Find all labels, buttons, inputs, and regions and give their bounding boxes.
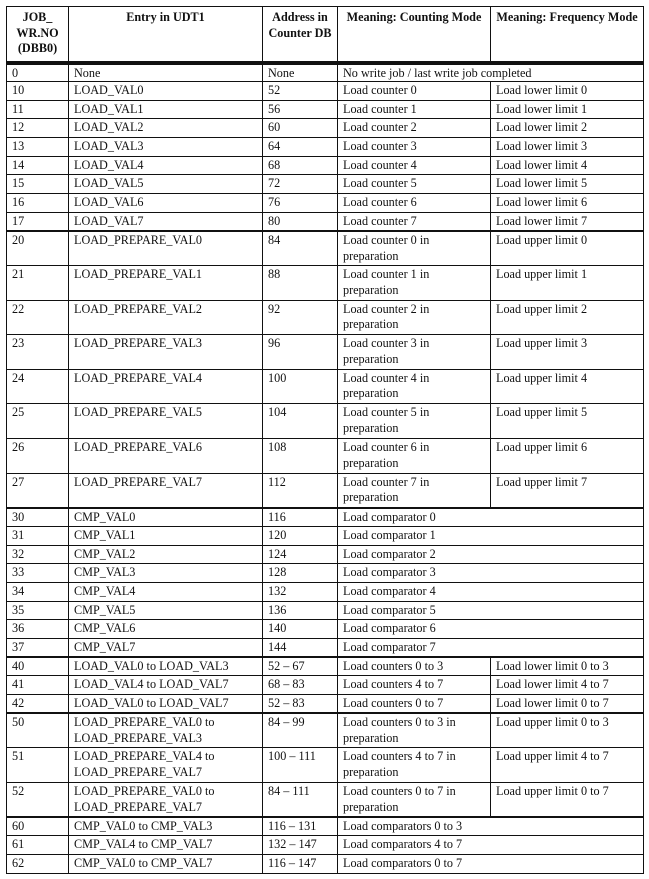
job-no-cell: 35 [7, 601, 69, 620]
address-cell: 100 – 111 [263, 748, 338, 783]
frequency-mode-cell: Load lower limit 7 [491, 212, 644, 231]
job-no-cell: 60 [7, 817, 69, 836]
job-no-cell: 42 [7, 695, 69, 714]
header-row [7, 7, 644, 63]
counting-mode-cell: Load counters 4 to 7 [338, 676, 491, 695]
table-row [7, 748, 644, 783]
frequency-mode-cell: Load upper limit 2 [491, 300, 644, 335]
table-row [7, 212, 644, 231]
frequency-mode-cell: Load upper limit 0 to 7 [491, 783, 644, 818]
frequency-mode-cell: Load lower limit 0 to 3 [491, 657, 644, 676]
address-cell: 60 [263, 119, 338, 138]
address-cell: 84 – 99 [263, 713, 338, 748]
job-no-cell: 27 [7, 473, 69, 508]
counting-mode-cell: Load comparator 5 [338, 601, 644, 620]
job-no-cell: 51 [7, 748, 69, 783]
table-row [7, 266, 644, 301]
entry-cell: LOAD_PREPARE_VAL1 [69, 266, 263, 301]
address-cell: 56 [263, 100, 338, 119]
address-cell: 52 – 67 [263, 657, 338, 676]
frequency-mode-cell: Load lower limit 0 to 7 [491, 695, 644, 714]
address-cell: 116 – 147 [263, 854, 338, 873]
entry-cell: LOAD_VAL0 to LOAD_VAL7 [69, 695, 263, 714]
counting-mode-cell: Load counter 6 in preparation [338, 439, 491, 474]
counting-mode-cell: No write job / last write job completed [338, 63, 644, 82]
table-row [7, 854, 644, 873]
job-no-cell: 23 [7, 335, 69, 370]
table-row [7, 564, 644, 583]
table-row [7, 156, 644, 175]
address-cell: 132 [263, 583, 338, 602]
job-no-cell: 25 [7, 404, 69, 439]
counting-mode-cell: Load comparators 4 to 7 [338, 836, 644, 855]
frequency-mode-cell: Load lower limit 1 [491, 100, 644, 119]
entry-cell: LOAD_PREPARE_VAL2 [69, 300, 263, 335]
counting-mode-cell: Load counter 0 in preparation [338, 231, 491, 266]
table-row [7, 100, 644, 119]
table-row [7, 526, 644, 545]
entry-cell: CMP_VAL2 [69, 545, 263, 564]
table-row [7, 601, 644, 620]
job-no-cell: 50 [7, 713, 69, 748]
job-no-cell: 17 [7, 212, 69, 231]
counting-mode-cell: Load counter 1 [338, 100, 491, 119]
job-no-cell: 52 [7, 783, 69, 818]
job-write-table [6, 6, 644, 874]
entry-cell: LOAD_PREPARE_VAL4 [69, 369, 263, 404]
address-cell: 144 [263, 639, 338, 658]
job-no-cell: 12 [7, 119, 69, 138]
job-no-cell: 10 [7, 82, 69, 101]
counting-mode-cell: Load counters 4 to 7 in preparation [338, 748, 491, 783]
frequency-mode-cell: Load lower limit 6 [491, 194, 644, 213]
table-row [7, 473, 644, 508]
table-row [7, 194, 644, 213]
frequency-mode-cell: Load upper limit 7 [491, 473, 644, 508]
job-no-cell: 24 [7, 369, 69, 404]
job-no-cell: 0 [7, 63, 69, 82]
address-cell: 92 [263, 300, 338, 335]
address-cell: 52 [263, 82, 338, 101]
frequency-mode-cell: Load lower limit 5 [491, 175, 644, 194]
table-row [7, 817, 644, 836]
address-cell: 120 [263, 526, 338, 545]
table-row [7, 713, 644, 748]
table-row [7, 836, 644, 855]
entry-cell: LOAD_PREPARE_VAL3 [69, 335, 263, 370]
job-no-cell: 21 [7, 266, 69, 301]
counting-mode-cell: Load counter 1 in preparation [338, 266, 491, 301]
table-row [7, 695, 644, 714]
address-cell: 88 [263, 266, 338, 301]
entry-cell: LOAD_PREPARE_VAL7 [69, 473, 263, 508]
entry-cell: LOAD_VAL3 [69, 138, 263, 157]
table-row [7, 439, 644, 474]
frequency-mode-cell: Load lower limit 4 to 7 [491, 676, 644, 695]
header-address: Address in Counter DB [263, 7, 338, 63]
entry-cell: LOAD_PREPARE_VAL4 to LOAD_PREPARE_VAL7 [69, 748, 263, 783]
job-no-cell: 31 [7, 526, 69, 545]
address-cell: 108 [263, 439, 338, 474]
table-row [7, 175, 644, 194]
address-cell: None [263, 63, 338, 82]
job-no-cell: 41 [7, 676, 69, 695]
entry-cell: LOAD_VAL4 to LOAD_VAL7 [69, 676, 263, 695]
entry-cell: CMP_VAL3 [69, 564, 263, 583]
job-no-cell: 20 [7, 231, 69, 266]
job-no-cell: 14 [7, 156, 69, 175]
job-no-cell: 16 [7, 194, 69, 213]
job-no-cell: 33 [7, 564, 69, 583]
address-cell: 72 [263, 175, 338, 194]
counting-mode-cell: Load counter 0 [338, 82, 491, 101]
entry-cell: LOAD_PREPARE_VAL0 to LOAD_PREPARE_VAL7 [69, 783, 263, 818]
entry-cell: CMP_VAL4 to CMP_VAL7 [69, 836, 263, 855]
table-row [7, 583, 644, 602]
counting-mode-cell: Load counter 4 [338, 156, 491, 175]
job-no-cell: 13 [7, 138, 69, 157]
counting-mode-cell: Load comparator 3 [338, 564, 644, 583]
table-row [7, 138, 644, 157]
entry-cell: CMP_VAL6 [69, 620, 263, 639]
counting-mode-cell: Load comparator 0 [338, 508, 644, 527]
job-no-cell: 40 [7, 657, 69, 676]
counting-mode-cell: Load comparators 0 to 3 [338, 817, 644, 836]
address-cell: 68 – 83 [263, 676, 338, 695]
table-row [7, 620, 644, 639]
frequency-mode-cell: Load upper limit 0 to 3 [491, 713, 644, 748]
counting-mode-cell: Load counter 6 [338, 194, 491, 213]
address-cell: 84 [263, 231, 338, 266]
counting-mode-cell: Load counter 5 in preparation [338, 404, 491, 439]
entry-cell: LOAD_VAL7 [69, 212, 263, 231]
entry-cell: None [69, 63, 263, 82]
entry-cell: LOAD_VAL6 [69, 194, 263, 213]
counting-mode-cell: Load counter 4 in preparation [338, 369, 491, 404]
frequency-mode-cell: Load upper limit 6 [491, 439, 644, 474]
table-row [7, 63, 644, 82]
entry-cell: CMP_VAL0 to CMP_VAL3 [69, 817, 263, 836]
address-cell: 124 [263, 545, 338, 564]
job-no-cell: 61 [7, 836, 69, 855]
address-cell: 64 [263, 138, 338, 157]
frequency-mode-cell: Load upper limit 0 [491, 231, 644, 266]
job-no-cell: 26 [7, 439, 69, 474]
counting-mode-cell: Load counter 2 [338, 119, 491, 138]
counting-mode-cell: Load comparator 2 [338, 545, 644, 564]
entry-cell: LOAD_VAL0 [69, 82, 263, 101]
address-cell: 96 [263, 335, 338, 370]
table-row [7, 300, 644, 335]
job-no-cell: 36 [7, 620, 69, 639]
table-row [7, 369, 644, 404]
address-cell: 100 [263, 369, 338, 404]
frequency-mode-cell: Load lower limit 3 [491, 138, 644, 157]
entry-cell: LOAD_VAL1 [69, 100, 263, 119]
counting-mode-cell: Load counter 5 [338, 175, 491, 194]
counting-mode-cell: Load counters 0 to 3 in preparation [338, 713, 491, 748]
job-no-cell: 11 [7, 100, 69, 119]
job-no-cell: 37 [7, 639, 69, 658]
entry-cell: LOAD_PREPARE_VAL0 [69, 231, 263, 266]
job-no-cell: 34 [7, 583, 69, 602]
entry-cell: CMP_VAL7 [69, 639, 263, 658]
job-no-cell: 62 [7, 854, 69, 873]
job-no-cell: 30 [7, 508, 69, 527]
table-row [7, 639, 644, 658]
counting-mode-cell: Load comparator 7 [338, 639, 644, 658]
table-row [7, 335, 644, 370]
address-cell: 84 – 111 [263, 783, 338, 818]
table-row [7, 404, 644, 439]
job-no-cell: 22 [7, 300, 69, 335]
table-row [7, 508, 644, 527]
entry-cell: LOAD_VAL5 [69, 175, 263, 194]
entry-cell: CMP_VAL4 [69, 583, 263, 602]
table-row [7, 657, 644, 676]
counting-mode-cell: Load counter 3 [338, 138, 491, 157]
entry-cell: CMP_VAL1 [69, 526, 263, 545]
counting-mode-cell: Load counters 0 to 7 [338, 695, 491, 714]
address-cell: 68 [263, 156, 338, 175]
frequency-mode-cell: Load lower limit 2 [491, 119, 644, 138]
entry-cell: LOAD_VAL2 [69, 119, 263, 138]
frequency-mode-cell: Load upper limit 1 [491, 266, 644, 301]
entry-cell: LOAD_PREPARE_VAL0 to LOAD_PREPARE_VAL3 [69, 713, 263, 748]
header-counting-mode: Meaning: Counting Mode [338, 7, 491, 63]
address-cell: 116 [263, 508, 338, 527]
address-cell: 52 – 83 [263, 695, 338, 714]
counting-mode-cell: Load comparator 1 [338, 526, 644, 545]
address-cell: 136 [263, 601, 338, 620]
entry-cell: LOAD_VAL0 to LOAD_VAL3 [69, 657, 263, 676]
address-cell: 104 [263, 404, 338, 439]
job-no-cell: 32 [7, 545, 69, 564]
entry-cell: CMP_VAL0 [69, 508, 263, 527]
counting-mode-cell: Load comparator 4 [338, 583, 644, 602]
address-cell: 76 [263, 194, 338, 213]
counting-mode-cell: Load counter 2 in preparation [338, 300, 491, 335]
counting-mode-cell: Load counters 0 to 3 [338, 657, 491, 676]
entry-cell: LOAD_PREPARE_VAL5 [69, 404, 263, 439]
table-row [7, 783, 644, 818]
frequency-mode-cell: Load lower limit 4 [491, 156, 644, 175]
address-cell: 116 – 131 [263, 817, 338, 836]
entry-cell: CMP_VAL0 to CMP_VAL7 [69, 854, 263, 873]
header-entry: Entry in UDT1 [69, 7, 263, 63]
address-cell: 80 [263, 212, 338, 231]
counting-mode-cell: Load comparator 6 [338, 620, 644, 639]
entry-cell: CMP_VAL5 [69, 601, 263, 620]
table-body [7, 63, 644, 874]
frequency-mode-cell: Load upper limit 3 [491, 335, 644, 370]
frequency-mode-cell: Load upper limit 4 [491, 369, 644, 404]
counting-mode-cell: Load counters 0 to 7 in preparation [338, 783, 491, 818]
job-no-cell: 15 [7, 175, 69, 194]
counting-mode-cell: Load counter 7 [338, 212, 491, 231]
address-cell: 140 [263, 620, 338, 639]
counting-mode-cell: Load counter 3 in preparation [338, 335, 491, 370]
table-row [7, 231, 644, 266]
counting-mode-cell: Load comparators 0 to 7 [338, 854, 644, 873]
frequency-mode-cell: Load lower limit 0 [491, 82, 644, 101]
address-cell: 132 – 147 [263, 836, 338, 855]
header-job-no: JOB_ WR.NO (DBB0) [7, 7, 69, 63]
table-row [7, 545, 644, 564]
address-cell: 128 [263, 564, 338, 583]
address-cell: 112 [263, 473, 338, 508]
table-row [7, 82, 644, 101]
table-row [7, 119, 644, 138]
entry-cell: LOAD_VAL4 [69, 156, 263, 175]
entry-cell: LOAD_PREPARE_VAL6 [69, 439, 263, 474]
frequency-mode-cell: Load upper limit 4 to 7 [491, 748, 644, 783]
table-row [7, 676, 644, 695]
header-frequency-mode: Meaning: Frequency Mode [491, 7, 644, 63]
frequency-mode-cell: Load upper limit 5 [491, 404, 644, 439]
counting-mode-cell: Load counter 7 in preparation [338, 473, 491, 508]
